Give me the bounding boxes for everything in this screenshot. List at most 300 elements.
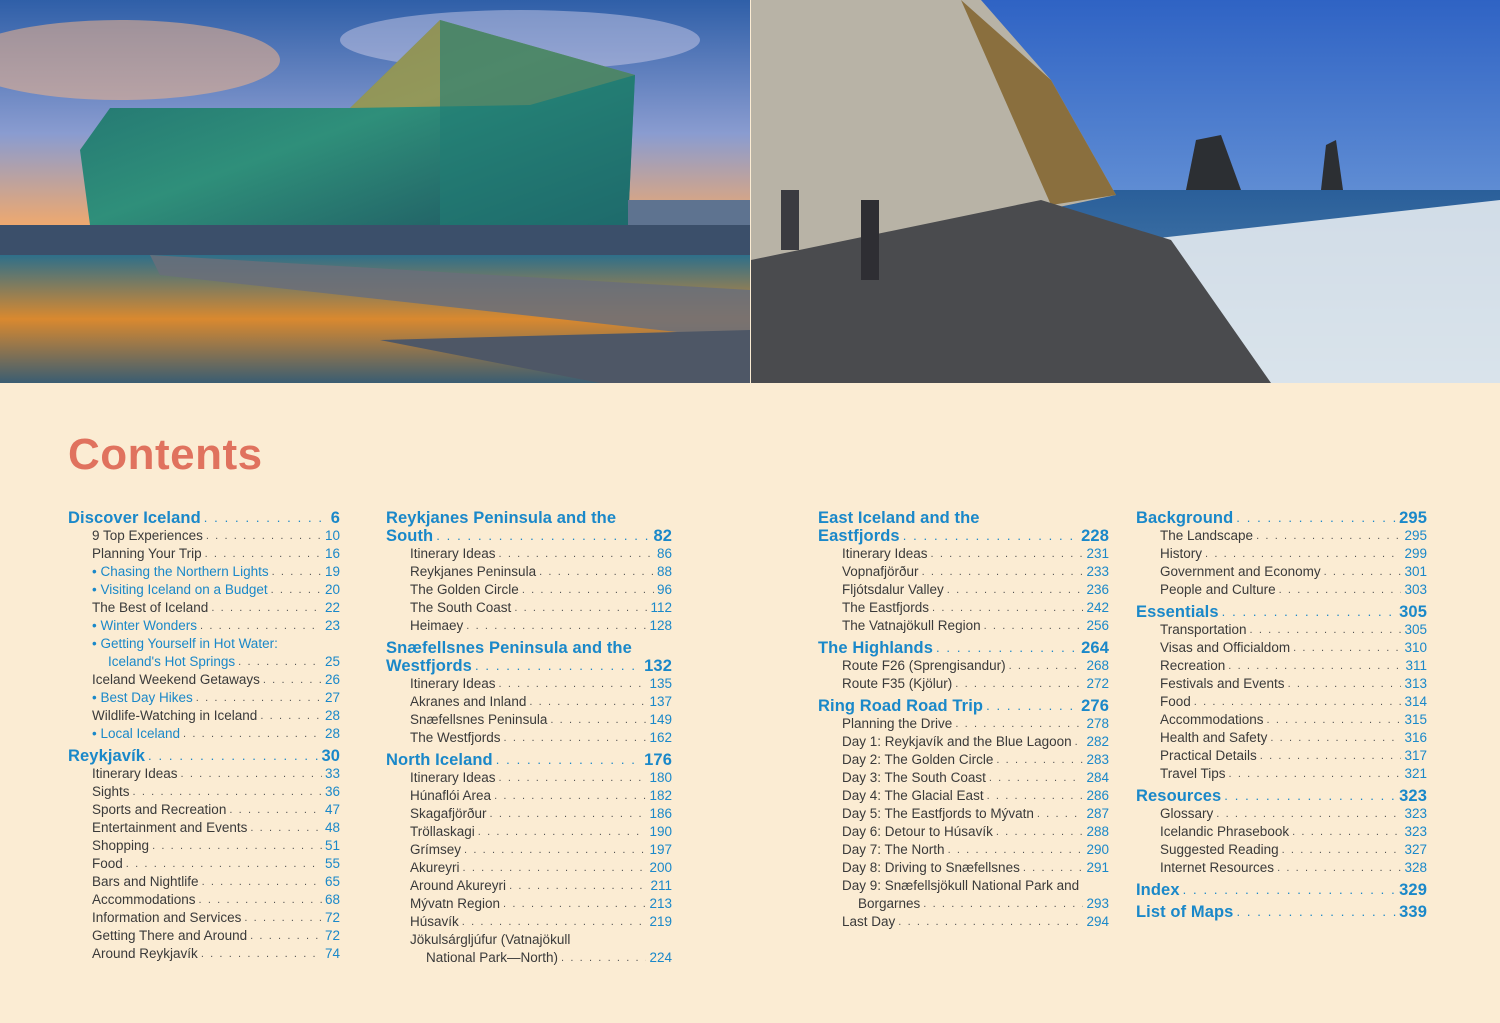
dot-leader	[250, 819, 322, 837]
toc-entry-label: Shopping	[92, 838, 150, 853]
toc-entry[interactable]	[386, 859, 672, 877]
toc-section-heading-cont[interactable]	[386, 657, 672, 675]
toc-section-page: 30	[321, 747, 340, 765]
dot-leader	[922, 563, 1084, 581]
dot-leader	[1277, 859, 1401, 877]
toc-section-heading[interactable]	[386, 509, 672, 527]
toc-entry[interactable]	[68, 671, 340, 689]
toc-entry-label: Itinerary Ideas	[92, 766, 178, 781]
toc-entry-page: 213	[649, 896, 672, 911]
toc-entry[interactable]	[818, 859, 1109, 877]
toc-entry-page: 86	[656, 546, 672, 561]
toc-entry-page: 287	[1086, 806, 1109, 821]
toc-entry[interactable]	[68, 945, 340, 963]
dot-leader	[932, 599, 1083, 617]
toc-entry-page: 291	[1086, 860, 1109, 875]
toc-section-heading[interactable]	[68, 747, 340, 765]
toc-entry[interactable]	[1136, 765, 1427, 783]
toc-entry-page: 180	[649, 770, 672, 785]
toc-entry-page: 72	[324, 928, 340, 943]
toc-entry[interactable]	[68, 837, 340, 855]
dot-leader	[499, 545, 654, 563]
dot-leader	[490, 805, 647, 823]
dot-leader	[206, 527, 322, 545]
toc-entry-label: The Eastfjords	[842, 600, 930, 615]
dot-leader	[529, 693, 646, 711]
toc-entry-label: Planning Your Trip	[92, 546, 202, 561]
toc-entry-page: 242	[1086, 600, 1109, 615]
toc-entry[interactable]	[68, 783, 340, 801]
toc-entry[interactable]	[68, 801, 340, 819]
toc-entry[interactable]	[818, 675, 1109, 693]
toc-entry[interactable]	[68, 909, 340, 927]
toc-entry[interactable]	[386, 823, 672, 841]
toc-section-title: Reykjavík	[68, 747, 146, 765]
toc-entry-page: 233	[1086, 564, 1109, 579]
toc-entry[interactable]	[68, 891, 340, 909]
toc-entry-label: • Chasing the Northern Lights	[92, 563, 269, 581]
toc-entry[interactable]	[386, 563, 672, 581]
toc-section	[1136, 509, 1427, 603]
toc-entry-label: Route F26 (Sprengisandur)	[842, 658, 1006, 673]
toc-entry-page: 323	[1404, 806, 1427, 821]
toc-entry-label: Bars and Nightlife	[92, 874, 199, 889]
toc-entry-page: 286	[1086, 788, 1109, 803]
toc-entry-label: Skagafjörður	[410, 806, 487, 821]
toc-section-page: 228	[1081, 527, 1109, 545]
toc-section-title-cont: South	[386, 527, 434, 545]
toc-entry[interactable]	[818, 733, 1109, 751]
dot-leader	[494, 787, 646, 805]
toc-entry-page: 278	[1086, 716, 1109, 731]
toc-entry-label: Suggested Reading	[1160, 842, 1279, 857]
toc-entry-page: 314	[1404, 694, 1427, 709]
toc-section-page: 305	[1399, 603, 1427, 621]
toc-entry-label: Iceland Weekend Getaways	[92, 672, 260, 687]
toc-entry-label: Húnaflói Area	[410, 788, 492, 803]
toc-entry[interactable]	[386, 675, 672, 693]
toc-entry-page: 236	[1086, 582, 1109, 597]
toc-entry-page: 68	[324, 892, 340, 907]
harpa-concert-hall-photo	[0, 0, 750, 383]
toc-section	[818, 639, 1109, 697]
toc-entry[interactable]	[818, 751, 1109, 769]
toc-entry-label: Itinerary Ideas	[842, 546, 928, 561]
toc-entry-label: Húsavík	[410, 914, 459, 929]
toc-entry[interactable]	[386, 729, 672, 747]
toc-entry[interactable]	[818, 715, 1109, 733]
dot-leader	[550, 711, 646, 729]
toc-entry-page: 328	[1404, 860, 1427, 875]
dot-leader	[522, 581, 654, 599]
dot-leader	[499, 769, 647, 787]
dot-leader	[955, 675, 1083, 693]
dot-leader	[1183, 881, 1397, 899]
dot-leader	[1222, 603, 1397, 621]
toc-entry-page: 327	[1404, 842, 1427, 857]
toc-entry-label: People and Culture	[1160, 582, 1276, 597]
toc-section	[1136, 903, 1427, 921]
toc-entry-label: Glossary	[1160, 806, 1214, 821]
toc-entry-label: Day 3: The South Coast	[842, 770, 986, 785]
toc-entry[interactable]	[1136, 581, 1427, 599]
toc-section-title: Snæfellsnes Peninsula and the	[386, 639, 632, 657]
toc-entry[interactable]	[1136, 693, 1427, 711]
toc-entry[interactable]	[818, 769, 1109, 787]
dot-leader	[183, 725, 322, 743]
toc-section-page: 176	[644, 751, 672, 769]
toc-entry-page: 313	[1404, 676, 1427, 691]
toc-entry-page: 231	[1086, 546, 1109, 561]
toc-section-heading[interactable]	[1136, 603, 1427, 621]
toc-entry[interactable]	[68, 819, 340, 837]
toc-entry-page: 74	[324, 946, 340, 961]
dot-leader	[1279, 581, 1402, 599]
toc-section-heading-cont[interactable]	[818, 527, 1109, 545]
toc-entry-page: 294	[1086, 914, 1109, 929]
toc-entry-page: 288	[1086, 824, 1109, 839]
toc-section-heading[interactable]	[1136, 787, 1427, 805]
toc-entry-page: 72	[324, 910, 340, 925]
toc-entry[interactable]	[68, 707, 340, 725]
toc-section-heading[interactable]	[818, 509, 1109, 527]
toc-entry-page: 186	[649, 806, 672, 821]
toc-entry-label: Snæfellsnes Peninsula	[410, 712, 548, 727]
toc-entry-label: Around Akureyri	[410, 878, 507, 893]
toc-entry[interactable]	[386, 787, 672, 805]
dot-leader	[948, 841, 1084, 859]
dot-leader	[238, 653, 322, 671]
toc-entry[interactable]	[386, 841, 672, 859]
dot-leader	[229, 801, 322, 819]
toc-entry[interactable]	[386, 599, 672, 617]
toc-entry-line[interactable]: • Getting Yourself in Hot Water:	[68, 635, 340, 653]
toc-entry[interactable]	[386, 693, 672, 711]
dot-leader	[475, 657, 641, 675]
toc-section-heading-cont[interactable]	[386, 527, 672, 545]
toc-section	[386, 639, 672, 751]
dot-leader	[148, 747, 318, 765]
toc-entry[interactable]	[818, 913, 1109, 931]
toc-entry[interactable]	[68, 689, 340, 707]
toc-entry-page: 96	[656, 582, 672, 597]
toc-section-page: 329	[1399, 881, 1427, 899]
dot-leader	[923, 895, 1083, 913]
toc-entry-label: Itinerary Ideas	[410, 546, 496, 561]
toc-entry-label: Icelandic Phrasebook	[1160, 824, 1290, 839]
toc-section	[1136, 881, 1427, 903]
toc-entry-page: 284	[1086, 770, 1109, 785]
toc-entry[interactable]	[1136, 621, 1427, 639]
toc-entry-page: 303	[1404, 582, 1427, 597]
dot-leader	[200, 617, 322, 635]
toc-entry-page: 256	[1086, 618, 1109, 633]
toc-entry-label: The Golden Circle	[410, 582, 519, 597]
dot-leader	[196, 689, 322, 707]
toc-entry[interactable]	[818, 617, 1109, 635]
toc-section-heading[interactable]	[386, 639, 672, 657]
toc-entry-page: 36	[324, 784, 340, 799]
toc-entry-label: Fljótsdalur Valley	[842, 582, 944, 597]
dot-leader	[931, 545, 1084, 563]
dot-leader	[1256, 527, 1401, 545]
dot-leader	[1250, 621, 1402, 639]
toc-entry[interactable]	[1136, 747, 1427, 765]
toc-section-heading[interactable]	[818, 639, 1109, 657]
dot-leader	[504, 729, 647, 747]
toc-column-4	[1136, 509, 1427, 921]
toc-entry[interactable]	[818, 581, 1109, 599]
dot-leader	[464, 841, 646, 859]
toc-section-title: Reykjanes Peninsula and the	[386, 509, 617, 527]
dot-leader	[1216, 805, 1401, 823]
toc-entry-page: 211	[650, 878, 672, 893]
toc-entry-label: Recreation	[1160, 658, 1226, 673]
toc-entry-page: 112	[650, 600, 672, 615]
toc-section-title: East Iceland and the	[818, 509, 980, 527]
toc-entry-page: 219	[649, 914, 672, 929]
toc-section-title: Index	[1136, 881, 1180, 899]
toc-entry[interactable]	[68, 581, 340, 599]
toc-entry[interactable]	[386, 769, 672, 787]
dot-leader	[204, 509, 328, 527]
toc-entry-label: • Local Iceland	[92, 725, 180, 743]
toc-entry[interactable]	[68, 725, 340, 743]
toc-entry-label: Day 2: The Golden Circle	[842, 752, 994, 767]
toc-section-heading[interactable]	[1136, 881, 1427, 899]
dot-leader	[1270, 729, 1401, 747]
toc-entry[interactable]	[68, 765, 340, 783]
dot-leader	[1229, 765, 1402, 783]
toc-section-page: 132	[644, 657, 672, 675]
black-sand-beach-photo	[751, 0, 1500, 383]
toc-entry-label: • Visiting Iceland on a Budget	[92, 581, 268, 599]
toc-entry-page: 268	[1086, 658, 1109, 673]
toc-entry-page: 47	[324, 802, 340, 817]
dot-leader	[250, 927, 322, 945]
toc-entry-label: Day 4: The Glacial East	[842, 788, 984, 803]
toc-entry[interactable]	[386, 805, 672, 823]
toc-entry[interactable]	[386, 711, 672, 729]
toc-entry-label: Planning the Drive	[842, 716, 953, 731]
toc-entry-page: 301	[1404, 564, 1427, 579]
dot-leader	[514, 599, 647, 617]
toc-section	[1136, 603, 1427, 787]
dot-leader	[181, 765, 322, 783]
toc-section-page: 276	[1081, 697, 1109, 715]
toc-entry[interactable]	[1136, 527, 1427, 545]
toc-entry[interactable]	[818, 545, 1109, 563]
toc-entry-label: 9 Top Experiences	[92, 528, 203, 543]
toc-entry-page: 310	[1404, 640, 1427, 655]
toc-section-page: 82	[653, 527, 672, 545]
dot-leader	[436, 527, 650, 545]
toc-entry[interactable]	[818, 895, 1109, 913]
page-title: Contents	[68, 430, 263, 479]
dot-leader	[996, 751, 1083, 769]
dot-leader	[272, 563, 322, 581]
toc-entry-label: Food	[1160, 694, 1191, 709]
toc-entry-label: Sights	[92, 784, 130, 799]
toc-entry[interactable]	[1136, 657, 1427, 675]
dot-leader	[1075, 733, 1084, 751]
toc-entry-page: 316	[1404, 730, 1427, 745]
toc-entry[interactable]	[68, 617, 340, 635]
toc-entry[interactable]	[1136, 545, 1427, 563]
toc-entry[interactable]	[1136, 675, 1427, 693]
toc-entry[interactable]	[386, 949, 672, 967]
toc-entry-page: 55	[324, 856, 340, 871]
toc-entry[interactable]	[1136, 711, 1427, 729]
toc-entry-label: Information and Services	[92, 910, 242, 925]
toc-entry-label-cont: National Park—North)	[426, 950, 559, 965]
toc-entry[interactable]	[818, 657, 1109, 675]
toc-entry-label: Akureyri	[410, 860, 460, 875]
toc-entry[interactable]	[1136, 639, 1427, 657]
toc-entry-page: 182	[649, 788, 672, 803]
toc-entry-line[interactable]: Jökulsárgljúfur (Vatnajökull	[410, 932, 571, 947]
dot-leader	[260, 707, 322, 725]
toc-entry[interactable]	[1136, 729, 1427, 747]
toc-entry-page: 135	[649, 676, 672, 691]
toc-entry-label: Government and Economy	[1160, 564, 1321, 579]
toc-entry-page: 295	[1404, 528, 1427, 543]
toc-entry[interactable]	[818, 841, 1109, 859]
toc-section	[386, 509, 672, 639]
dot-leader	[202, 873, 322, 891]
dot-leader	[244, 909, 322, 927]
toc-entry[interactable]	[1136, 823, 1427, 841]
toc-entry[interactable]	[386, 545, 672, 563]
toc-section-title: Resources	[1136, 787, 1222, 805]
toc-entry[interactable]	[386, 877, 672, 895]
dot-leader	[898, 913, 1083, 931]
toc-entry-label: The Westfjords	[410, 730, 501, 745]
toc-entry[interactable]	[1136, 841, 1427, 859]
toc-section-heading[interactable]	[68, 509, 340, 527]
toc-entry-page: 293	[1086, 896, 1109, 911]
toc-entry-label: Getting There and Around	[92, 928, 248, 943]
toc-entry-page: 28	[324, 726, 340, 741]
toc-entry-label: Route F35 (Kjölur)	[842, 676, 953, 691]
toc-entry[interactable]	[68, 527, 340, 545]
dot-leader	[1292, 823, 1401, 841]
toc-entry[interactable]	[1136, 563, 1427, 581]
dot-leader	[1324, 563, 1402, 581]
toc-entry-page: 272	[1086, 676, 1109, 691]
dot-leader	[984, 617, 1084, 635]
toc-entry-label: • Winter Wonders	[92, 617, 197, 635]
toc-entry[interactable]	[386, 581, 672, 599]
toc-entry-label: Festivals and Events	[1160, 676, 1285, 691]
toc-entry-label: Sports and Recreation	[92, 802, 227, 817]
dot-leader	[539, 563, 654, 581]
toc-entry-page: 282	[1086, 734, 1109, 749]
dot-leader	[1236, 509, 1396, 527]
dot-leader	[133, 783, 322, 801]
toc-section-heading[interactable]	[1136, 903, 1427, 921]
toc-entry-page: 149	[649, 712, 672, 727]
toc-entry[interactable]	[818, 805, 1109, 823]
toc-entry-label: Food	[92, 856, 123, 871]
toc-entry-page: 22	[324, 600, 340, 615]
toc-entry-label: Reykjanes Peninsula	[410, 564, 537, 579]
toc-entry[interactable]	[386, 913, 672, 931]
toc-entry-label: Akranes and Inland	[410, 694, 527, 709]
dot-leader	[987, 787, 1084, 805]
toc-section-heading[interactable]	[386, 751, 672, 769]
toc-entry-label: Last Day	[842, 914, 896, 929]
toc-entry[interactable]	[818, 563, 1109, 581]
toc-column-2	[386, 509, 672, 967]
toc-entry[interactable]	[68, 855, 340, 873]
toc-entry[interactable]	[68, 873, 340, 891]
toc-entry[interactable]	[68, 563, 340, 581]
toc-entry-page: 48	[324, 820, 340, 835]
dot-leader	[1282, 841, 1402, 859]
toc-entry[interactable]	[818, 787, 1109, 805]
dot-leader	[936, 639, 1078, 657]
toc-entry-page: 23	[324, 618, 340, 633]
toc-entry[interactable]	[1136, 805, 1427, 823]
dot-leader	[466, 617, 646, 635]
dot-leader	[499, 675, 647, 693]
dot-leader	[201, 945, 322, 963]
toc-entry-label-cont: Iceland's Hot Springs	[108, 654, 236, 669]
header-photos	[0, 0, 1500, 383]
toc-entry-page: 51	[324, 838, 340, 853]
toc-entry-page: 65	[324, 874, 340, 889]
dot-leader	[1260, 747, 1402, 765]
toc-section-title: North Iceland	[386, 751, 493, 769]
toc-entry-page: 162	[649, 730, 672, 745]
toc-entry-label: Wildlife-Watching in Iceland	[92, 708, 258, 723]
toc-section-page: 323	[1399, 787, 1427, 805]
toc-entry[interactable]	[1136, 859, 1427, 877]
toc-section-heading[interactable]	[1136, 509, 1427, 527]
toc-entry-label: Practical Details	[1160, 748, 1257, 763]
toc-entry[interactable]	[386, 617, 672, 635]
toc-section	[68, 509, 340, 747]
dot-leader	[152, 837, 322, 855]
toc-section-title: The Highlands	[818, 639, 933, 657]
toc-entry-page: 26	[324, 672, 340, 687]
toc-entry[interactable]	[68, 599, 340, 617]
toc-entry[interactable]	[68, 545, 340, 563]
toc-entry[interactable]	[818, 599, 1109, 617]
toc-entry-page: 88	[656, 564, 672, 579]
toc-entry-line[interactable]: Day 9: Snæfellsjökull National Park and	[842, 878, 1080, 893]
toc-entry-label: Itinerary Ideas	[410, 770, 496, 785]
dot-leader	[947, 581, 1084, 599]
toc-entry-label: Tröllaskagi	[410, 824, 475, 839]
toc-entry-page: 16	[324, 546, 340, 561]
toc-entry-label: Heimaey	[410, 618, 464, 633]
toc-entry-page: 137	[649, 694, 672, 709]
dot-leader	[496, 751, 641, 769]
toc-entry-label: Travel Tips	[1160, 766, 1226, 781]
toc-entry[interactable]	[68, 927, 340, 945]
toc-section	[68, 747, 340, 963]
toc-section-heading[interactable]	[818, 697, 1109, 715]
toc-section-page: 6	[330, 509, 340, 527]
dot-leader	[989, 769, 1084, 787]
toc-entry[interactable]	[386, 895, 672, 913]
toc-entry-page: 305	[1404, 622, 1427, 637]
toc-entry[interactable]	[818, 823, 1109, 841]
toc-entry[interactable]	[68, 653, 340, 671]
toc-entry-page: 28	[324, 708, 340, 723]
